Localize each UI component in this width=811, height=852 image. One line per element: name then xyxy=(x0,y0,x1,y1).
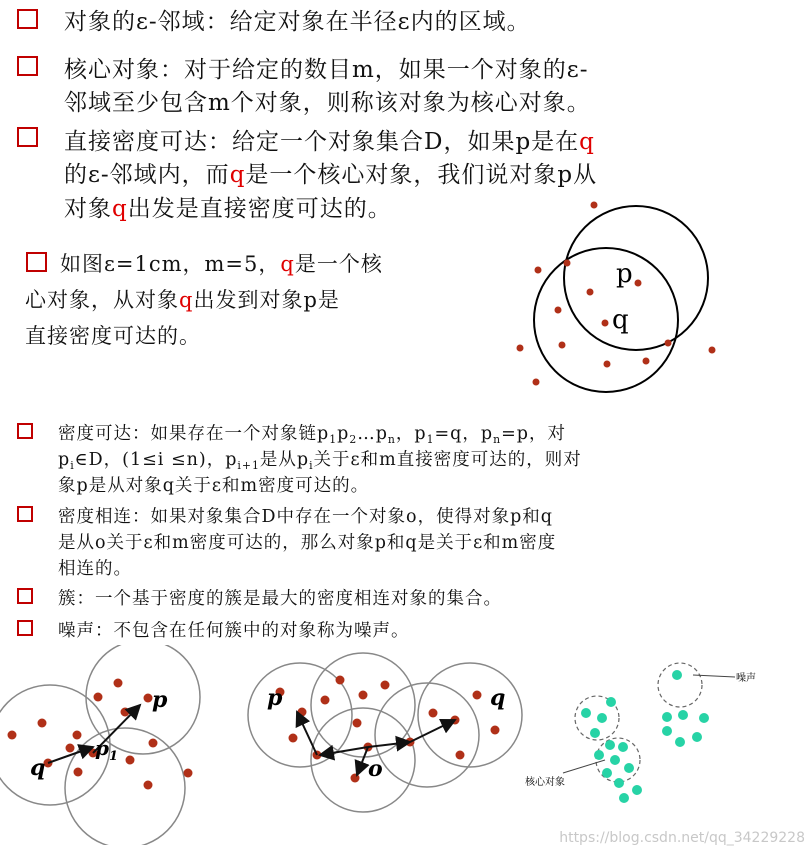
point xyxy=(94,693,103,702)
bullet-square-icon xyxy=(26,252,47,272)
neighborhood-circle xyxy=(311,653,415,757)
point xyxy=(289,734,298,743)
subscript: 1 xyxy=(329,432,338,446)
label-p: p xyxy=(267,685,283,711)
points xyxy=(517,202,716,386)
text: 对象 xyxy=(64,196,112,222)
point xyxy=(66,744,75,753)
subscript: n xyxy=(493,432,502,446)
bullet-square-icon xyxy=(17,56,38,76)
label-p: p xyxy=(616,259,633,289)
text: ，p xyxy=(395,424,427,444)
point xyxy=(635,280,642,287)
subscript: 1 xyxy=(426,432,435,446)
point xyxy=(591,202,598,209)
def-direct-line2 xyxy=(64,156,597,189)
point xyxy=(587,289,594,296)
point xyxy=(619,793,629,803)
neighborhood-circle xyxy=(0,685,110,805)
neighborhood-circle xyxy=(375,683,479,787)
point xyxy=(456,751,465,760)
point xyxy=(709,347,716,354)
point xyxy=(632,785,642,795)
subscript: i+1 xyxy=(237,458,260,472)
def-core-line1: 核心对象：对于给定的数目m，如果一个对象的ε- xyxy=(64,57,589,83)
point xyxy=(604,361,611,368)
point xyxy=(359,691,368,700)
text: p xyxy=(337,424,350,444)
point xyxy=(678,710,688,720)
point xyxy=(699,713,709,723)
text: …p xyxy=(357,424,388,444)
watermark: https://blog.csdn.net/qq_34229228 xyxy=(559,830,805,846)
point xyxy=(614,778,624,788)
text: 是一个核心对象，我们说对象p从 xyxy=(245,162,598,188)
point xyxy=(535,267,542,274)
subscript: i xyxy=(70,458,75,472)
conn-line2: 是从o关于ε和m密度可达的，那么对象p和q是关于ε和m密度 xyxy=(58,533,557,553)
text: 的ε-邻域内，而 xyxy=(64,162,230,188)
point xyxy=(336,676,345,685)
example-line1 xyxy=(60,248,383,278)
point xyxy=(38,719,47,728)
example-line3: 直接密度可达的。 xyxy=(25,324,201,348)
text: p xyxy=(58,450,71,470)
point xyxy=(184,769,193,778)
q-highlight: q xyxy=(112,196,128,222)
label-q: q xyxy=(30,755,46,781)
figure-density-reachable xyxy=(0,645,240,845)
point xyxy=(665,340,672,347)
subscript: 2 xyxy=(349,432,358,446)
def-direct-line1 xyxy=(64,123,595,156)
noise-pointer-line xyxy=(693,675,735,677)
arrow xyxy=(410,720,455,742)
point xyxy=(555,307,562,314)
arrow xyxy=(297,712,317,755)
bullet-square-icon xyxy=(17,506,33,522)
q-highlight: q xyxy=(229,162,246,188)
figure-noise-core xyxy=(515,655,775,815)
point xyxy=(610,755,620,765)
def-neighborhood: 对象的ε-邻域：给定对象在半径ε内的区域。 xyxy=(64,9,531,35)
q-highlight: q xyxy=(579,129,595,155)
reach-line3: 象p是从对象q关于ε和m密度可达的。 xyxy=(58,476,370,496)
point xyxy=(581,708,591,718)
point xyxy=(643,358,650,365)
text: 密度可达：如果存在一个对象链p xyxy=(58,424,330,444)
subscript: i xyxy=(309,458,314,472)
conn-line3: 相连的。 xyxy=(58,559,132,579)
point xyxy=(473,691,482,700)
text: 如图ε=1cm，m=5， xyxy=(60,252,281,276)
point xyxy=(590,728,600,738)
noise-def: 噪声：不包含在任何簇中的对象称为噪声。 xyxy=(58,621,410,641)
point xyxy=(602,320,609,327)
text: =p，对 xyxy=(501,424,566,444)
point xyxy=(662,712,672,722)
label-p1: $p_1$ xyxy=(95,736,119,764)
point xyxy=(597,713,607,723)
text: 是一个核 xyxy=(294,252,383,276)
point xyxy=(381,681,390,690)
point xyxy=(606,697,616,707)
neighborhood-circle xyxy=(65,728,185,845)
point xyxy=(73,731,82,740)
point xyxy=(662,726,672,736)
noise-neighborhood-circle xyxy=(658,663,702,707)
point xyxy=(594,750,604,760)
text: 心对象，从对象 xyxy=(25,288,179,312)
label-o: o xyxy=(368,756,383,782)
point xyxy=(429,709,438,718)
example-figure xyxy=(500,195,730,395)
cluster-def: 簇：一个基于密度的簇是最大的密度相连对象的集合。 xyxy=(58,589,502,609)
point xyxy=(149,739,158,748)
point xyxy=(144,781,153,790)
bullet-square-icon xyxy=(17,9,38,29)
text: 关于ε和m直接密度可达的，则对 xyxy=(313,450,582,470)
point xyxy=(675,737,685,747)
point xyxy=(74,768,83,777)
point xyxy=(8,731,17,740)
text: 是从p xyxy=(259,450,310,470)
text: 出发到对象p是 xyxy=(193,288,340,312)
arrow xyxy=(368,742,410,747)
point xyxy=(564,260,571,267)
q-highlight: q xyxy=(280,252,295,276)
bullet-square-icon xyxy=(17,423,33,439)
point xyxy=(351,774,360,783)
text: 出发是直接密度可达的。 xyxy=(127,196,392,222)
example-line2 xyxy=(25,284,340,314)
label-noise: 噪声 xyxy=(736,673,756,684)
point xyxy=(602,768,612,778)
text: ∈D，(1≤i ≤n)，p xyxy=(74,450,238,470)
reach-line1 xyxy=(58,420,566,445)
point xyxy=(533,379,540,386)
subscript: n xyxy=(387,432,396,446)
point xyxy=(692,732,702,742)
point xyxy=(605,740,615,750)
conn-line1: 密度相连：如果对象集合D中存在一个对象o，使得对象p和q xyxy=(58,507,553,527)
arrow xyxy=(357,747,368,775)
point xyxy=(114,679,123,688)
label-core-object: 核心对象 xyxy=(525,777,565,788)
reach-line2 xyxy=(58,446,582,471)
label-p: p xyxy=(152,687,168,713)
label-q: q xyxy=(612,305,629,335)
figure-density-connected xyxy=(245,650,535,845)
point xyxy=(517,345,524,352)
point xyxy=(121,708,130,717)
bullet-square-icon xyxy=(17,588,33,604)
neighborhood-p-circle xyxy=(564,206,708,350)
point xyxy=(672,670,682,680)
point xyxy=(353,719,362,728)
point xyxy=(618,742,628,752)
def-core-line2: 邻域至少包含m个对象，则称该对象为核心对象。 xyxy=(64,90,591,116)
point xyxy=(126,756,135,765)
q-highlight: q xyxy=(179,288,194,312)
point xyxy=(491,726,500,735)
bullet-square-icon xyxy=(17,620,33,636)
def-direct-line3 xyxy=(64,190,392,223)
point xyxy=(321,696,330,705)
bullet-square-icon xyxy=(17,127,38,147)
point xyxy=(624,763,634,773)
point xyxy=(559,342,566,349)
text: =q，p xyxy=(434,424,494,444)
text: 直接密度可达：给定一个对象集合D，如果p是在 xyxy=(64,129,580,155)
label-q: q xyxy=(490,685,506,711)
